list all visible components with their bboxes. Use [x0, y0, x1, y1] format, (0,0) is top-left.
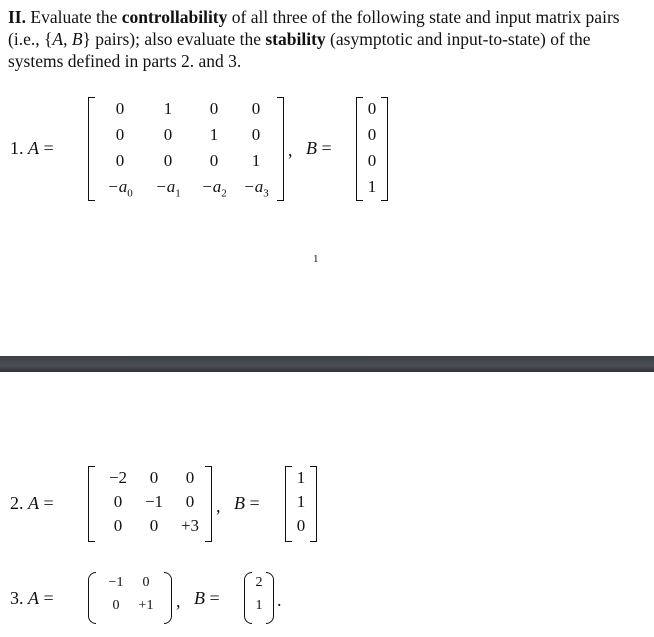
- matrix-cell: $-a_2$: [201, 177, 227, 200]
- matrix-cell: 0: [296, 516, 306, 535]
- matrix-cell: 0: [149, 516, 159, 535]
- keyword-stability: stability: [265, 29, 326, 49]
- problem-statement: II. Evaluate the controllability of all three of the following state and input matrix pairs (i.e., {A, B} pairs); also evaluate the stability (asymptotic and input-to-state) of the systems defined in parts 2. and 3.: [8, 7, 620, 71]
- matrix-cell: −2: [108, 468, 128, 487]
- part1-b-label: B =: [306, 138, 332, 158]
- matrix-cell: +1: [138, 598, 154, 613]
- matrix-cell: 2: [255, 575, 263, 590]
- matrix-cell: 0: [112, 598, 120, 613]
- part3-b-label: B =: [194, 588, 220, 608]
- part2-separator: ,: [216, 496, 221, 516]
- part2-matrix-b: [285, 466, 317, 542]
- matrix-cell: 0: [115, 99, 125, 118]
- page-break-divider: [0, 356, 654, 372]
- keyword-controllability: controllability: [121, 7, 228, 27]
- part1-a-label: 1. A =: [10, 138, 54, 158]
- matrix-cell: 0: [185, 468, 195, 487]
- part3-separator: ,: [176, 591, 181, 611]
- matrix-cell: 1: [255, 598, 263, 613]
- matrix-cell: 0: [251, 125, 261, 144]
- part3-a-label: 3. A =: [10, 588, 54, 608]
- matrix-cell: 1: [367, 177, 377, 196]
- matrix-cell: 0: [163, 125, 173, 144]
- matrix-cell: 0: [367, 151, 377, 170]
- matrix-cell: 1: [296, 468, 306, 487]
- matrix-cell: $-a_0$: [107, 177, 133, 200]
- matrix-cell: 0: [251, 99, 261, 118]
- part2-a-label: 2. A =: [10, 493, 54, 513]
- matrix-cell: $-a_1$: [155, 177, 181, 200]
- matrix-cell: 0: [142, 575, 150, 590]
- matrix-cell: 0: [367, 125, 377, 144]
- matrix-cell: 0: [367, 99, 377, 118]
- part3-matrix-b: [244, 572, 274, 624]
- matrix-cell: 0: [115, 151, 125, 170]
- matrix-cell: 0: [209, 151, 219, 170]
- matrix-cell: 0: [115, 125, 125, 144]
- part3-end-period: .: [277, 590, 282, 610]
- part3-matrix-a: [88, 572, 172, 624]
- matrix-cell: 1: [296, 492, 306, 511]
- part2-b-label: B =: [234, 493, 260, 513]
- part1-matrix-a: [88, 97, 284, 201]
- matrix-cell: −1: [144, 492, 164, 511]
- part2-matrix-a: [88, 466, 212, 542]
- matrix-cell: 0: [185, 492, 195, 511]
- matrix-cell: 1: [209, 125, 219, 144]
- part1-matrix-b: [356, 97, 388, 201]
- matrix-cell: 1: [163, 99, 173, 118]
- matrix-cell: 0: [149, 468, 159, 487]
- matrix-cell: −1: [108, 575, 124, 590]
- matrix-cell: 0: [163, 151, 173, 170]
- matrix-cell: +3: [180, 516, 200, 535]
- part1-separator: ,: [288, 140, 293, 160]
- matrix-cell: 0: [113, 516, 123, 535]
- matrix-cell: 0: [209, 99, 219, 118]
- page-number: 1: [313, 253, 319, 265]
- matrix-cell: 0: [113, 492, 123, 511]
- matrix-cell: 1: [251, 151, 261, 170]
- problem-number: II.: [8, 7, 26, 27]
- matrix-cell: $-a_3$: [243, 177, 269, 200]
